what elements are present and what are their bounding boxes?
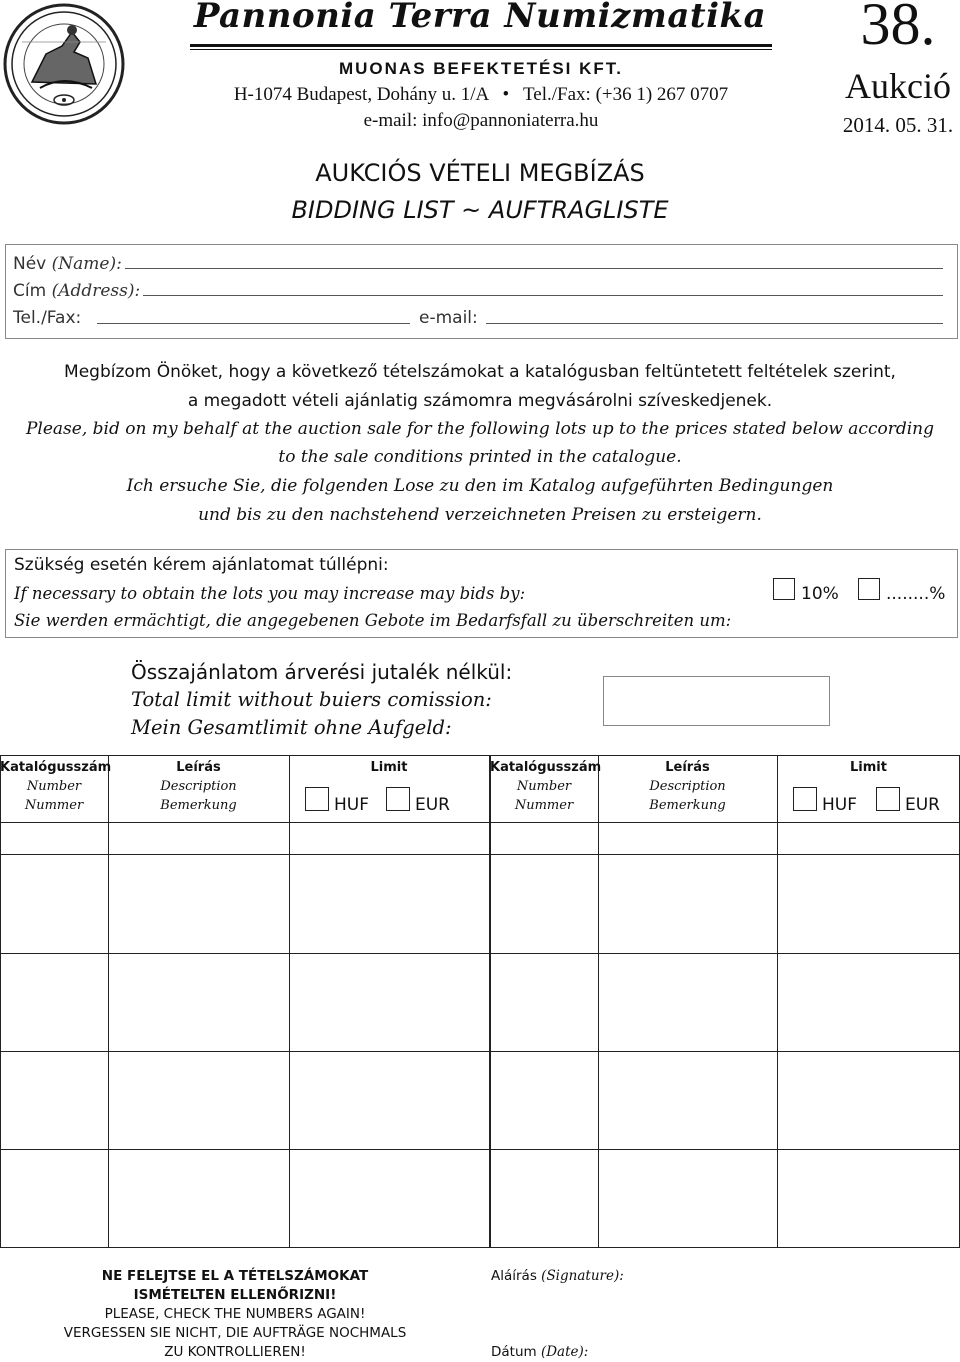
total-limit-en: Total limit without buiers comission: [131,688,492,711]
auction-date: 2014. 05. 31. [842,113,954,137]
instruction-de-1: Ich ersuche Sie, die folgenden Lose zu den im Katalog aufgeführten Bedingungen [126,476,834,496]
eur-checkbox-left[interactable] [386,787,410,811]
signature-label: Aláírás (Signature): [491,1268,624,1284]
increase-de: Sie werden ermächtigt, die angegebenen Gebote im Bedarfsfall zu überschreiten um: [14,611,732,630]
company-phone: Tel./Fax: (+36 1) 267 0707 [523,84,729,105]
date-field[interactable] [600,1340,950,1360]
date-label: Dátum (Date): [491,1344,589,1360]
increase-10-label: 10% [801,584,839,604]
eur-label-right: EUR [905,795,940,815]
footer-reminder-hu-1: NE FELEJTSE EL A TÉTELSZÁMOKAT [101,1268,369,1284]
title-rule [190,44,772,47]
catalog-number-cells-right[interactable] [491,855,598,1248]
instruction-de-2: und bis zu den nachstehend verzeichneten Preisen zu ersteigern. [198,505,762,525]
instruction-hu-1: Megbízom Önöket, hogy a következő tételszámokat a katalógusban feltüntetett feltételek szerint, [64,362,896,382]
tel-label: Tel./Fax: [13,308,82,328]
eur-checkbox-right[interactable] [876,787,900,811]
table-header-rule [0,822,960,823]
instruction-en-1: Please, bid on my behalf at the auction sale for the following lots up to the prices stated below according [25,419,934,439]
catalog-number-cells-left[interactable] [0,855,108,1248]
header-catalog-en: Number [26,779,82,794]
company-email: e-mail: info@pannoniaterra.hu [363,110,599,131]
footer-reminder-hu-2: ISMÉTELTEN ELLENŐRIZNI! [133,1287,337,1303]
title-rule-thin [190,49,772,50]
coin-logo-icon [2,2,126,126]
increase-custom-label: ........% [886,584,946,604]
total-limit-hu: Összajánlatom árverési jutalék nélkül: [131,660,513,684]
email-field[interactable] [486,323,943,324]
company-title: Pannonia Terra Numizmatika [193,0,767,36]
huf-checkbox-right[interactable] [793,787,817,811]
name-field[interactable] [125,268,943,269]
header-catalog-de: Nummer [24,798,84,813]
instruction-hu-2: a megadott vételi ajánlatig számomra megvásárolni szíveskedjenek. [187,391,773,411]
address-label: Cím (Address): [13,281,141,301]
company-address: H-1074 Budapest, Dohány u. 1/A [233,84,489,105]
auction-word: Aukció [845,66,951,106]
contact-fields-box [5,244,958,339]
address-field[interactable] [143,295,943,296]
header-description-de: Bemerkung [160,798,237,813]
eur-label-left: EUR [415,795,450,815]
huf-checkbox-left[interactable] [305,787,329,811]
header-limit: Limit [370,760,408,775]
limit-cells-right[interactable] [778,855,960,1248]
signature-field[interactable] [640,1268,950,1328]
instruction-en-2: to the sale conditions printed in the catalogue. [278,447,682,467]
footer-reminder-en: PLEASE, CHECK THE NUMBERS AGAIN! [104,1306,366,1322]
header-description-hu: Leírás [176,760,221,775]
header-description-hu: Leírás [665,760,710,775]
header-description-de: Bemerkung [649,798,726,813]
increase-en: If necessary to obtain the lots you may increase may bids by: [14,584,526,603]
header-limit: Limit [850,760,887,775]
increase-custom-checkbox[interactable] [858,578,880,600]
huf-label-right: HUF [822,795,858,815]
increase-10-checkbox[interactable] [773,578,795,600]
header-catalog-en: Number [516,779,572,794]
form-title-en-de: BIDDING LIST ~ AUFTRAGLISTE [291,196,669,224]
limit-cells-left[interactable] [290,855,489,1248]
tel-field[interactable] [97,323,410,324]
company-name: MUONAS BEFEKTETÉSI KFT. [338,59,623,78]
company-address-line [190,84,772,106]
footer-reminder-de-1: VERGESSEN SIE NICHT, DIE AUFTRÄGE NOCHMALS [63,1325,407,1341]
description-cells-right[interactable] [599,855,777,1248]
header-catalog-hu: Katalógusszám [0,760,112,775]
increase-hu: Szükség esetén kérem ajánlatomat túllépni: [14,555,389,575]
header-catalog-de: Nummer [514,798,574,813]
footer-reminder-de-2: ZU KONTROLLIEREN! [164,1344,306,1360]
total-limit-de: Mein Gesamtlimit ohne Aufgeld: [131,716,452,739]
description-cells-left[interactable] [109,855,289,1248]
header-catalog-hu: Katalógusszám [490,760,602,775]
huf-label-left: HUF [334,795,370,815]
name-label: Név (Name): [13,254,122,274]
header-description-en: Description [649,779,726,794]
email-label: e-mail: [419,308,478,328]
bullet-icon: • [492,84,519,105]
form-title-hu: AUKCIÓS VÉTELI MEGBÍZÁS [315,159,645,187]
total-limit-input[interactable] [603,676,830,726]
header-description-en: Description [160,779,237,794]
auction-number: 38. [860,0,936,57]
